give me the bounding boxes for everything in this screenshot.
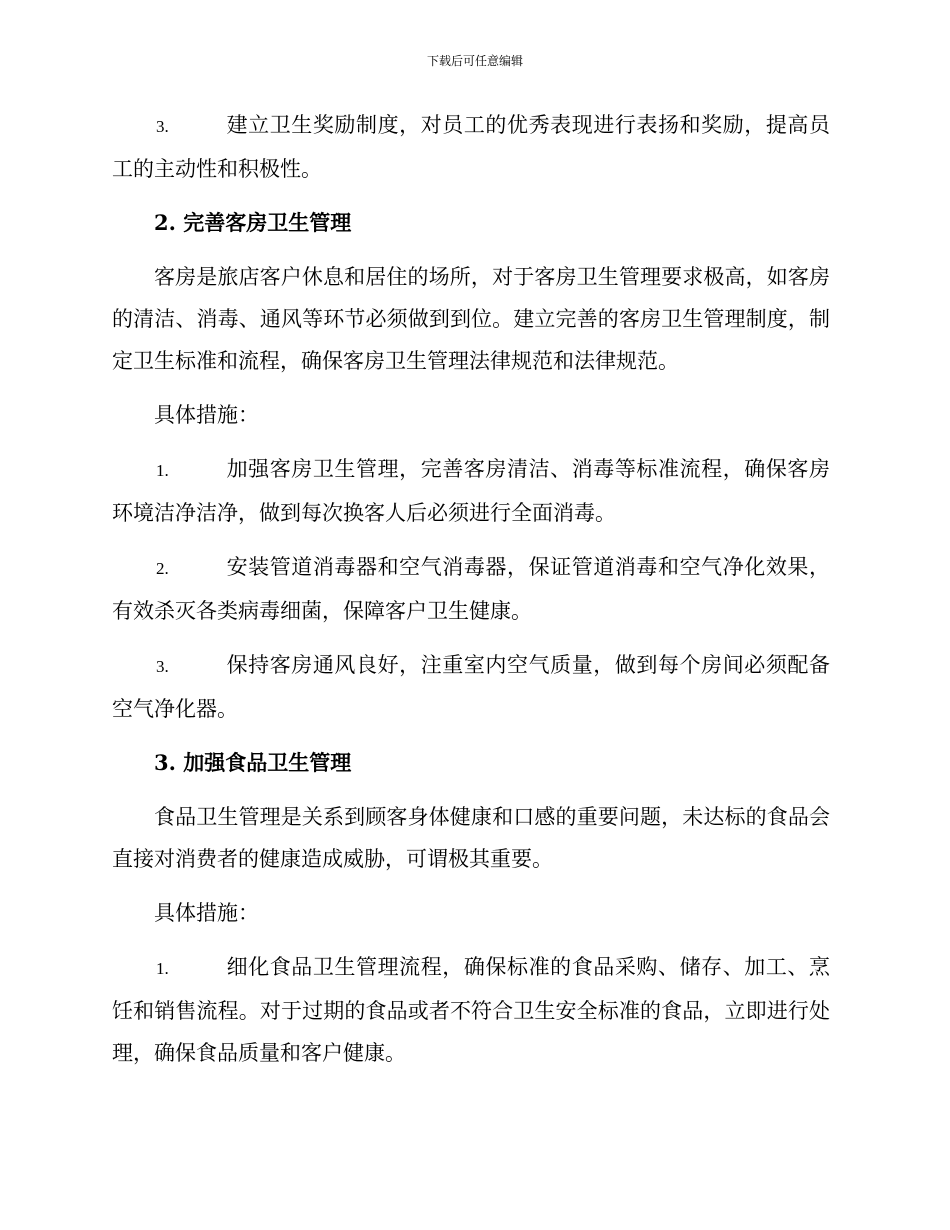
paragraph-measures-label: 具体措施： — [154, 901, 259, 925]
section-heading-food-hygiene: 3. 加强食品卫生管理 — [154, 750, 352, 775]
list-item-text: 建立卫生奖励制度，对员工的优秀表现进行表扬和奖励，提高员工的主动性和积极性。 — [112, 113, 830, 181]
list-item-text: 保持客房通风良好，注重室内空气质量，做到每个房间必须配备空气净化器。 — [112, 653, 830, 721]
page-header: 下载后可任意编辑 — [426, 54, 523, 68]
list-item-disinfector — [112, 546, 830, 632]
list-item-text: 安装管道消毒器和空气消毒器，保证管道消毒和空气净化效果，有效杀灭各类病毒细菌，保障客户卫生健康。 — [112, 555, 830, 623]
list-item-text: 加强客房卫生管理，完善客房清洁、消毒等标准流程，确保客房环境洁净洁净，做到每次换客人后必须进行全面消毒。 — [112, 457, 830, 525]
list-item-hygiene-reward — [112, 104, 830, 190]
paragraph-food-hygiene-intro: 食品卫生管理是关系到顾客身体健康和口感的重要问题，未达标的食品会直接对消费者的健康造成威胁，可谓极其重要。 — [112, 805, 830, 871]
paragraph-measures-label: 具体措施： — [154, 403, 259, 427]
section-heading-room-hygiene: 2. 完善客房卫生管理 — [154, 210, 352, 235]
list-number: 2. — [156, 559, 169, 578]
list-number: 1. — [156, 461, 169, 480]
list-item-room-cleaning — [112, 448, 830, 534]
list-item-text: 细化食品卫生管理流程，确保标准的食品采购、储存、加工、烹饪和销售流程。对于过期的食品或者不符合卫生安全标准的食品，立即进行处理，确保食品质量和客户健康。 — [112, 955, 830, 1065]
list-item-ventilation — [112, 644, 830, 730]
list-number: 3. — [156, 117, 169, 136]
document-body — [112, 104, 830, 1086]
list-item-food-process — [112, 946, 830, 1074]
list-number: 3. — [156, 657, 169, 676]
list-number: 1. — [156, 959, 169, 978]
paragraph-room-hygiene-intro: 客房是旅店客户休息和居住的场所，对于客房卫生管理要求极高，如客房的清洁、消毒、通风等环节必须做到到位。建立完善的客房卫生管理制度，制定卫生标准和流程，确保客房卫生管理法律规范和法律规范。 — [112, 265, 830, 373]
